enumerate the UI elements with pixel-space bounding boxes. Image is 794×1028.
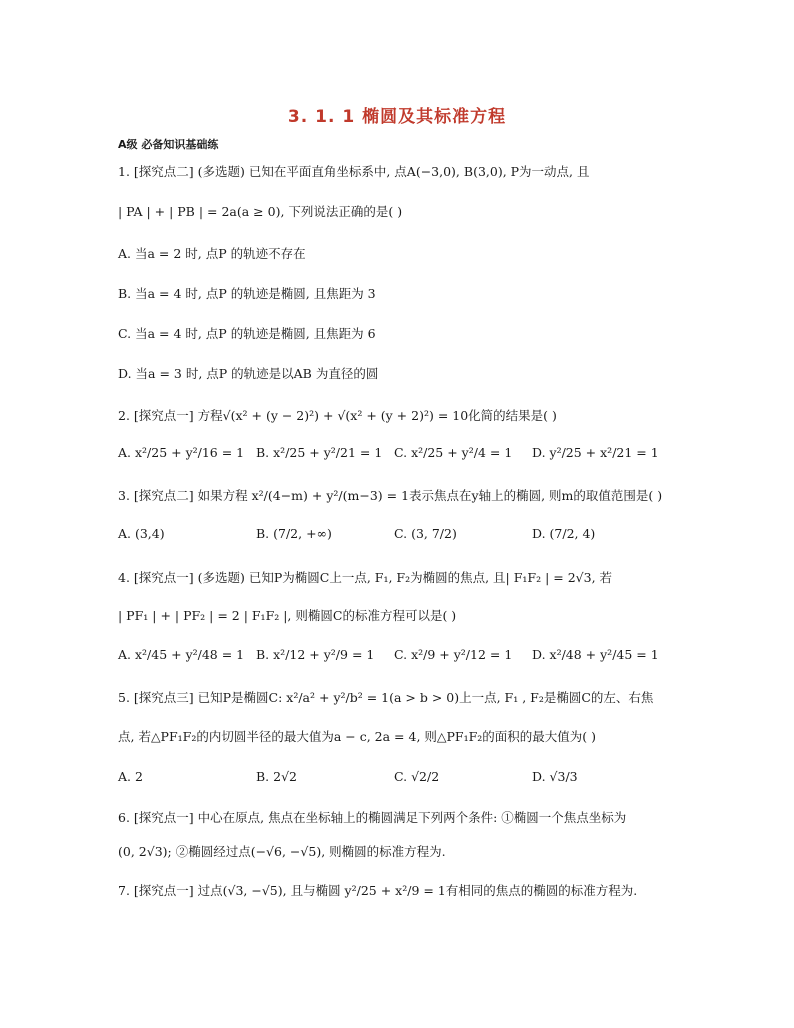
question-1-option-b: B. 当a = 4 时, 点P 的轨迹是椭圆, 且焦距为 3 [118,286,376,301]
question-6-line-2: (0, 2√3); ②椭圆经过点(−√6, −√5), 则椭圆的标准方程为. [118,844,446,859]
question-5-option-a: A. 2 [118,769,143,784]
question-1-line-1: 1. [探究点二] (多选题) 已知在平面直角坐标系中, 点A(−3,0), B(3,0), P为一动点, 且 [118,164,590,179]
question-5-option-d: D. √3/3 [532,769,578,784]
question-2-option-c: C. x²/25 + y²/4 = 1 [394,445,513,460]
question-4-option-c: C. x²/9 + y²/12 = 1 [394,647,513,662]
question-3-option-c: C. (3, 7/2) [394,526,457,541]
question-2-option-d: D. y²/25 + x²/21 = 1 [532,445,659,460]
question-5-option-b: B. 2√2 [256,769,298,784]
section-heading: A级 必备知识基础练 [118,138,219,151]
question-4-option-d: D. x²/48 + y²/45 = 1 [532,647,659,662]
question-2-option-b: B. x²/25 + y²/21 = 1 [256,445,383,460]
question-4-line-1: 4. [探究点一] (多选题) 已知P为椭圆C上一点, F₁, F₂为椭圆的焦点, 且| F₁F₂ | = 2√3, 若 [118,570,613,585]
page-title: 3. 1. 1 椭圆及其标准方程 [287,107,507,127]
question-2-option-a: A. x²/25 + y²/16 = 1 [118,445,245,460]
question-1-option-c: C. 当a = 4 时, 点P 的轨迹是椭圆, 且焦距为 6 [118,326,376,341]
question-4-line-2: | PF₁ | + | PF₂ | = 2 | F₁F₂ |, 则椭圆C的标准方程可以是( ) [118,608,457,623]
question-1-option-d: D. 当a = 3 时, 点P 的轨迹是以AB 为直径的圆 [118,366,379,381]
question-2-line-1: 2. [探究点一] 方程√(x² + (y − 2)²) + √(x² + (y + 2)²) = 10化简的结果是( ) [118,408,557,423]
question-3-line-1: 3. [探究点二] 如果方程 x²/(4−m) + y²/(m−3) = 1表示焦点在y轴上的椭圆, 则m的取值范围是( ) [118,488,663,503]
question-1-line-2: | PA | + | PB | = 2a(a ≥ 0), 下列说法正确的是( ) [118,204,403,219]
question-4-option-a: A. x²/45 + y²/48 = 1 [118,647,245,662]
question-5-line-1: 5. [探究点三] 已知P是椭圆C: x²/a² + y²/b² = 1(a > b > 0)上一点, F₁ , F₂是椭圆C的左、右焦 [118,690,654,705]
question-3-option-b: B. (7/2, +∞) [256,526,332,541]
question-5-line-2: 点, 若△PF₁F₂的内切圆半径的最大值为a − c, 2a = 4, 则△PF₁F₂的面积的最大值为( ) [118,729,597,744]
question-3-option-a: A. (3,4) [118,526,165,541]
question-7-line-1: 7. [探究点一] 过点(√3, −√5), 且与椭圆 y²/25 + x²/9 = 1有相同的焦点的椭圆的标准方程为. [118,883,638,898]
question-4-option-b: B. x²/12 + y²/9 = 1 [256,647,375,662]
question-3-option-d: D. (7/2, 4) [532,526,596,541]
question-1-option-a: A. 当a = 2 时, 点P 的轨迹不存在 [118,246,306,261]
question-6-line-1: 6. [探究点一] 中心在原点, 焦点在坐标轴上的椭圆满足下列两个条件: ①椭圆一个焦点坐标为 [118,810,627,825]
question-5-option-c: C. √2/2 [394,769,440,784]
